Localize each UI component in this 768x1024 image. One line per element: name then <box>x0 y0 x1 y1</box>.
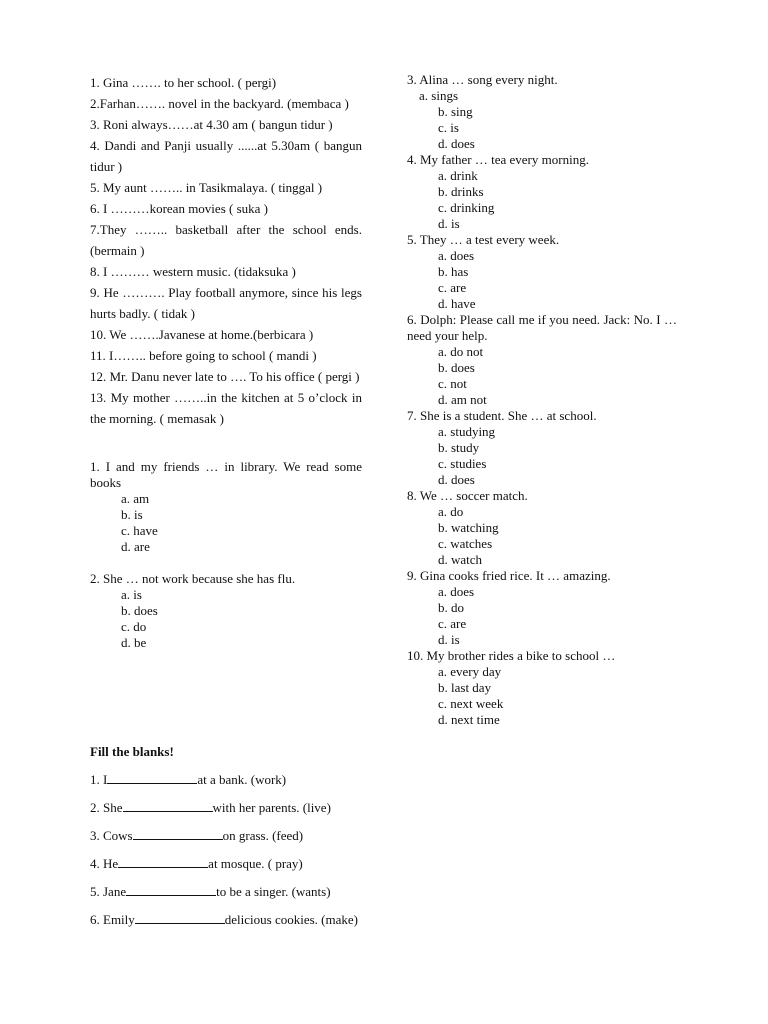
option-b: b. drinks <box>438 184 484 199</box>
option-d: d. does <box>438 136 475 151</box>
translation-exercise <box>90 72 362 429</box>
question-text: 3. Alina … song every night. <box>407 72 558 87</box>
option-a: a. studying <box>438 424 496 439</box>
blank-item-2 <box>90 800 410 816</box>
option-d: d. is <box>438 632 460 647</box>
option-c: c. do <box>121 619 147 634</box>
question-text: 10. My brother rides a bike to school … <box>407 648 616 663</box>
question-text: 1. I and my friends … in library. We read some books <box>90 459 362 490</box>
option-d: d. am not <box>438 392 487 407</box>
blank-prefix: 4. He <box>90 856 119 871</box>
blank-prefix: 3. Cows <box>90 828 133 843</box>
option-a: a. do not <box>438 344 484 359</box>
question-text: 5. They … a test every week. <box>407 232 560 247</box>
option-c: c. are <box>438 616 467 631</box>
blank-suffix: with her parents. (live) <box>212 800 331 815</box>
option-c: c. watches <box>438 536 493 551</box>
option-a: a. am <box>121 491 150 506</box>
question-text: 8. We … soccer match. <box>407 488 528 503</box>
blank-item-1 <box>90 772 410 788</box>
left-column <box>90 72 362 651</box>
option-a: a. does <box>438 584 475 599</box>
fill-the-blanks-section <box>90 744 410 940</box>
blank-prefix: 6. Emily <box>90 912 135 927</box>
blank-line <box>126 884 216 896</box>
blank-suffix: on grass. (feed) <box>222 828 304 843</box>
option-d: d. be <box>121 635 147 650</box>
blank-suffix: delicious cookies. (make) <box>224 912 358 927</box>
mc-question-9 <box>407 568 677 648</box>
option-b: b. watching <box>438 520 499 535</box>
option-d: d. watch <box>438 552 483 567</box>
right-column <box>407 72 677 728</box>
exercise-item-1: 1. Gina ……. to her school. ( pergi) <box>90 75 277 90</box>
exercise-item-9: 9. He ………. Play football anymore, since his legs hurts badly. ( tidak ) <box>90 285 362 321</box>
exercise-item-8: 8. I ……… western music. (tidaksuka ) <box>90 264 296 279</box>
mc-question-4 <box>407 152 677 232</box>
exercise-item-12: 12. Mr. Danu never late to …. To his office ( pergi ) <box>90 369 360 384</box>
option-b: b. has <box>438 264 469 279</box>
blank-suffix: to be a singer. (wants) <box>216 884 331 899</box>
option-c: c. studies <box>438 456 487 471</box>
mc-question-6 <box>407 312 677 408</box>
blank-item-5 <box>90 884 410 900</box>
option-b: b. do <box>438 600 464 615</box>
option-b: b. sing <box>438 104 473 119</box>
option-c: c. have <box>121 523 158 538</box>
mc-question-3 <box>407 72 677 152</box>
blank-suffix: at mosque. ( pray) <box>208 856 303 871</box>
exercise-item-3: 3. Roni always……at 4.30 am ( bangun tidur ) <box>90 117 333 132</box>
blank-prefix: 5. Jane <box>90 884 127 899</box>
mc-question-1 <box>90 459 362 555</box>
option-c: c. next week <box>438 696 504 711</box>
mc-question-5 <box>407 232 677 312</box>
option-d: d. are <box>121 539 150 554</box>
exercise-item-7: 7.They …….. basketball after the school ends.(bermain ) <box>90 222 362 258</box>
option-b: b. study <box>438 440 480 455</box>
option-d: d. is <box>438 216 460 231</box>
blank-item-3 <box>90 828 410 844</box>
blank-line <box>133 828 223 840</box>
question-text: 6. Dolph: Please call me if you need. Jack: No. I … need your help. <box>407 312 677 343</box>
mc-question-2 <box>90 571 362 651</box>
question-text: 2. She … not work because she has flu. <box>90 571 296 586</box>
option-a: a. every day <box>438 664 502 679</box>
blank-prefix: 1. I <box>90 772 108 787</box>
question-text: 9. Gina cooks fried rice. It … amazing. <box>407 568 611 583</box>
option-d: d. have <box>438 296 476 311</box>
option-a: a. is <box>121 587 142 602</box>
option-b: b. does <box>121 603 158 618</box>
mc-question-10 <box>407 648 677 728</box>
option-d: d. does <box>438 472 475 487</box>
exercise-item-2: 2.Farhan……. novel in the backyard. (membaca ) <box>90 96 349 111</box>
blank-line <box>107 772 197 784</box>
option-b: b. is <box>121 507 143 522</box>
exercise-item-13: 13. My mother ……..in the kitchen at 5 o’clock in the morning. ( memasak ) <box>90 390 362 426</box>
option-c: c. are <box>438 280 467 295</box>
option-a: a. sings <box>419 88 458 103</box>
option-c: c. drinking <box>438 200 495 215</box>
exercise-item-6: 6. I ………korean movies ( suka ) <box>90 201 268 216</box>
section-heading: Fill the blanks! <box>90 744 174 759</box>
blank-suffix: at a bank. (work) <box>197 772 287 787</box>
option-a: a. drink <box>438 168 478 183</box>
exercise-item-10: 10. We …….Javanese at home.(berbicara ) <box>90 327 314 342</box>
blank-item-4 <box>90 856 410 872</box>
option-a: a. do <box>438 504 464 519</box>
mc-question-8 <box>407 488 677 568</box>
blank-line <box>123 800 213 812</box>
mc-question-7 <box>407 408 677 488</box>
blank-line <box>135 912 225 924</box>
question-text: 7. She is a student. She … at school. <box>407 408 597 423</box>
option-c: c. not <box>438 376 467 391</box>
option-d: d. next time <box>438 712 500 727</box>
exercise-item-4: 4. Dandi and Panji usually ......at 5.30am ( bangun tidur ) <box>90 138 362 174</box>
option-a: a. does <box>438 248 475 263</box>
exercise-item-5: 5. My aunt …….. in Tasikmalaya. ( tinggal ) <box>90 180 323 195</box>
blank-prefix: 2. She <box>90 800 123 815</box>
question-text: 4. My father … tea every morning. <box>407 152 589 167</box>
blank-item-6 <box>90 912 410 928</box>
blank-line <box>118 856 208 868</box>
multiple-choice-left <box>90 459 362 651</box>
option-c: c. is <box>438 120 459 135</box>
exercise-item-11: 11. I…….. before going to school ( mandi ) <box>90 348 317 363</box>
option-b: b. does <box>438 360 475 375</box>
option-b: b. last day <box>438 680 492 695</box>
